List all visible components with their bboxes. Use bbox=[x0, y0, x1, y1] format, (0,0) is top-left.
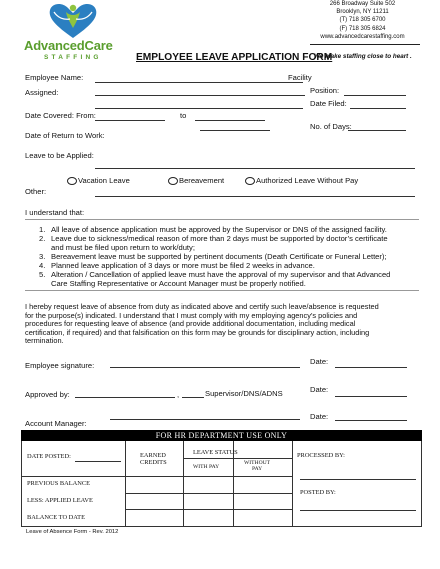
assigned-line[interactable] bbox=[95, 95, 305, 96]
authorized-leave-label: Authorized Leave Without Pay bbox=[256, 176, 359, 185]
date-covered-label: Date Covered: From: bbox=[25, 111, 96, 120]
approved-by-label: Approved by: bbox=[25, 390, 70, 399]
declaration-line: for the purpose(s) indicated. I understand that I must comply with my employing agency’s policies and bbox=[25, 310, 358, 320]
rule-number: 3. bbox=[39, 252, 46, 261]
company-logo bbox=[24, 0, 124, 66]
posted-by-line[interactable] bbox=[300, 510, 416, 511]
account-manager-date-line[interactable] bbox=[335, 420, 407, 421]
no-of-days-line[interactable] bbox=[348, 130, 406, 131]
date-from-line[interactable] bbox=[95, 120, 165, 121]
account-manager-label: Account Manager: bbox=[25, 419, 87, 428]
hr-column-divider bbox=[183, 441, 184, 527]
rule-number: 4. bbox=[39, 261, 46, 270]
pay-label: PAY bbox=[251, 466, 263, 472]
date-filed-line[interactable] bbox=[350, 108, 406, 109]
no-of-days-label: No. of Days: bbox=[310, 122, 352, 131]
with-pay-label: WITH PAY bbox=[193, 464, 220, 470]
declaration-line: termination. bbox=[25, 336, 64, 346]
declaration-line: certification, if required) and that falsification on this form may be grounds for disciplinary action, including bbox=[25, 327, 370, 337]
without-label: WITHOUT bbox=[244, 460, 271, 466]
employee-date-line[interactable] bbox=[335, 367, 407, 368]
processed-by-line[interactable] bbox=[300, 479, 416, 480]
hr-row-divider bbox=[183, 458, 292, 459]
rule-text: Leave due to sickness/medical reason of more than 2 days must be supported by doctor’s certificate bbox=[51, 234, 388, 243]
date-of-return-line[interactable] bbox=[200, 130, 270, 131]
previous-balance-label: PREVIOUS BALANCE bbox=[27, 480, 91, 487]
website-url: www.advancedcarestaffing.com bbox=[320, 33, 405, 40]
header-rule bbox=[310, 44, 420, 45]
rule-number: 1. bbox=[39, 225, 46, 234]
account-manager-line[interactable] bbox=[110, 419, 300, 420]
rule-text: and must be filed upon return to work/duty; bbox=[51, 243, 195, 252]
processed-by-label: PROCESSED BY: bbox=[297, 452, 345, 459]
vacation-leave-option[interactable] bbox=[67, 176, 130, 185]
phone-number: (T) 718 305 6700 bbox=[339, 17, 386, 24]
list-item-continuation bbox=[39, 243, 419, 252]
rule-number: 5. bbox=[39, 270, 46, 279]
employee-name-label: Employee Name: bbox=[25, 73, 84, 82]
assigned-line-2[interactable] bbox=[95, 108, 303, 109]
authorized-leave-without-pay-option[interactable] bbox=[245, 176, 358, 185]
date-to-line[interactable] bbox=[195, 120, 265, 121]
address-line: Brooklyn, NY 11211 bbox=[336, 9, 389, 16]
rules-list bbox=[39, 225, 419, 288]
date-filed-label: Date Filed: bbox=[310, 99, 347, 108]
hr-row-divider bbox=[125, 493, 292, 494]
account-manager-date-label: Date: bbox=[310, 412, 329, 421]
employee-signature-line[interactable] bbox=[110, 367, 300, 368]
supervisor-label: Supervisor/DNS/ADNS bbox=[205, 389, 283, 398]
earned-label: EARNED bbox=[140, 452, 166, 459]
list-item bbox=[39, 252, 419, 261]
leave-applied-line[interactable] bbox=[95, 168, 415, 169]
hr-row-divider bbox=[125, 509, 292, 510]
facility-label: Facility bbox=[288, 73, 312, 82]
approved-by-line-2[interactable] bbox=[182, 397, 204, 398]
earned-credits-label bbox=[140, 452, 167, 466]
assigned-label: Assigned: bbox=[25, 88, 59, 97]
date-of-return-label: Date of Return to Work: bbox=[25, 131, 105, 140]
company-address bbox=[300, 0, 425, 41]
rule-text: Bereavement leave must be supported by pertinent documents (Death Certificate or Funeral Letter); bbox=[51, 252, 387, 261]
position-label: Position: bbox=[310, 86, 340, 95]
bereavement-option[interactable] bbox=[168, 176, 224, 185]
radio-icon[interactable] bbox=[245, 177, 255, 185]
fax-number: (F) 718 305 6824 bbox=[339, 25, 386, 32]
approved-by-comma: , bbox=[177, 390, 180, 399]
to-label: to bbox=[180, 111, 187, 120]
credits-label: CREDITS bbox=[140, 459, 167, 467]
rule-text: Care Staffing Representative or Account Manager must be properly notified. bbox=[51, 279, 306, 288]
employee-date-label: Date: bbox=[310, 357, 329, 366]
leave-to-be-applied-label: Leave to be Applied: bbox=[25, 151, 94, 160]
other-line[interactable] bbox=[95, 196, 415, 197]
posted-by-label: POSTED BY: bbox=[300, 489, 336, 496]
radio-icon[interactable] bbox=[67, 177, 77, 185]
understand-divider bbox=[25, 219, 419, 220]
hr-section-header: FOR HR DEPARTMENT USE ONLY bbox=[21, 430, 422, 441]
date-posted-label: DATE POSTED: bbox=[27, 453, 71, 460]
tagline: We make staffing close to heart . bbox=[314, 53, 412, 60]
declaration-paragraph bbox=[25, 303, 415, 346]
other-label: Other: bbox=[25, 187, 47, 196]
less-applied-leave-label: LESS: APPLIED LEAVE bbox=[27, 497, 93, 504]
radio-icon[interactable] bbox=[168, 177, 178, 185]
bereavement-label: Bereavement bbox=[179, 176, 225, 185]
vacation-leave-label: Vacation Leave bbox=[78, 176, 130, 185]
approved-date-line[interactable] bbox=[335, 396, 407, 397]
hr-column-divider bbox=[125, 441, 126, 527]
logo-subtitle: STAFFING bbox=[44, 54, 102, 61]
declaration-line: procedures for requesting leave of absence (and provide additional documentation, including medical bbox=[25, 319, 356, 329]
form-footer: Leave of Absence Form - Rev. 2012 bbox=[26, 529, 119, 535]
rules-divider bbox=[25, 290, 419, 291]
declaration-line: I hereby request leave of absence from duty as indicated above and certify such leave/absence is requested bbox=[25, 302, 379, 311]
list-item bbox=[39, 261, 419, 270]
understand-intro: I understand that: bbox=[25, 208, 85, 217]
position-line[interactable] bbox=[344, 95, 406, 96]
approved-date-label: Date: bbox=[310, 385, 329, 394]
logo-wordmark: AdvancedCare bbox=[24, 38, 113, 53]
date-posted-line[interactable] bbox=[75, 461, 121, 462]
list-item bbox=[39, 225, 419, 234]
rule-text: Planned leave application of 3 days or more must be filed 2 weeks in advance. bbox=[51, 261, 315, 270]
list-item bbox=[39, 234, 419, 243]
employee-signature-label: Employee signature: bbox=[25, 361, 95, 370]
employee-name-line[interactable] bbox=[95, 82, 303, 83]
list-item-continuation bbox=[39, 279, 419, 288]
without-pay-label bbox=[244, 460, 270, 472]
approved-by-line[interactable] bbox=[75, 397, 175, 398]
address-line: 266 Broadway Suite 502 bbox=[329, 1, 396, 7]
rule-text: All leave of absence application must be approved by the Supervisor or DNS of the assigned facility. bbox=[51, 225, 387, 234]
list-item bbox=[39, 270, 419, 279]
heart-logo-icon bbox=[44, 0, 102, 40]
form-title: EMPLOYEE LEAVE APPLICATION FORM bbox=[136, 52, 333, 63]
hr-column-divider bbox=[292, 441, 293, 527]
hr-row-divider bbox=[21, 476, 292, 477]
balance-to-date-label: BALANCE TO DATE bbox=[27, 514, 85, 521]
rule-text: Alteration / Cancellation of applied leave must have the approval of my supervisor and that Advanced bbox=[51, 270, 391, 279]
leave-status-label: LEAVE STATUS bbox=[193, 449, 238, 456]
rule-number: 2. bbox=[39, 234, 46, 243]
